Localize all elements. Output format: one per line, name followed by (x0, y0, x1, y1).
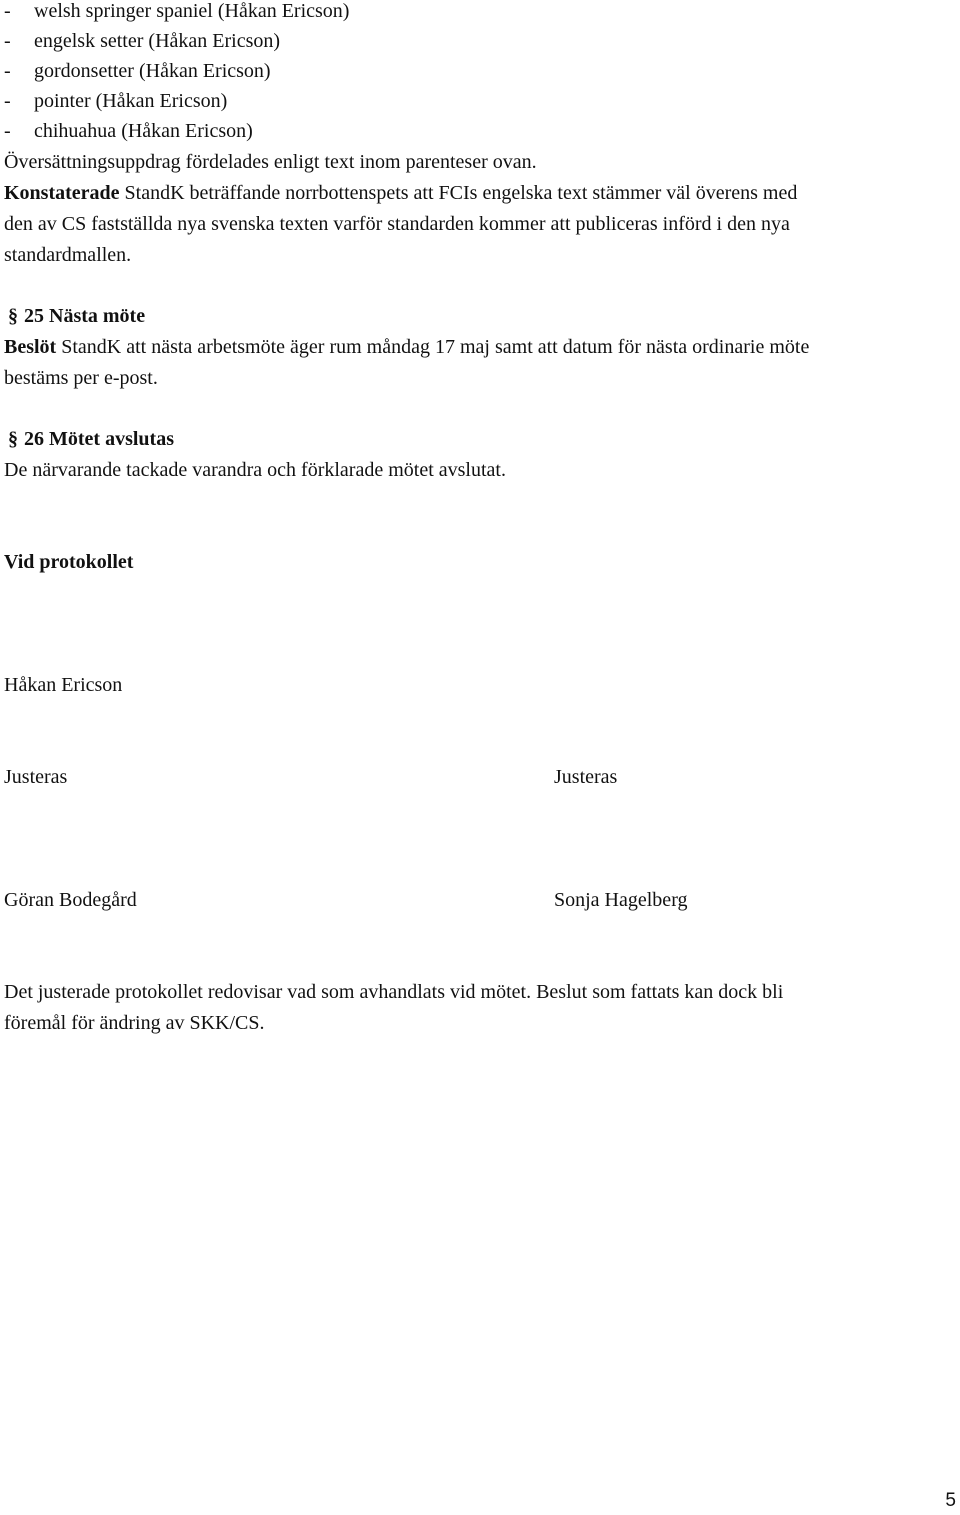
konstaterade-line-2: den av CS fastställda nya svenska texten varför standarden kommer att publiceras införd i den nya (4, 213, 790, 235)
list-item-text: engelsk setter (Håkan Ericson) (34, 30, 281, 52)
list-item (4, 58, 271, 84)
list-item-text: welsh springer spaniel (Håkan Ericson) (34, 0, 350, 22)
page-number: 5 (945, 1490, 956, 1511)
section-26-title: 26 Mötet avslutas (24, 428, 174, 450)
section-25-line-1 (4, 334, 809, 360)
secretary-name: Håkan Ericson (4, 674, 123, 696)
footer-note-line-1: Det justerade protokollet redovisar vad som avhandlats vid mötet. Beslut som fattats kan dock bli (4, 981, 784, 1003)
list-marker: - (4, 60, 11, 82)
konstaterade-line-3: standardmallen. (4, 244, 132, 266)
list-item (4, 88, 227, 114)
section-25-line-2: bestäms per e-post. (4, 367, 158, 389)
list-item (4, 118, 253, 144)
section-25-text: StandK att nästa arbetsmöte äger rum måndag 17 maj samt att datum för nästa ordinarie möte (61, 336, 810, 358)
adjusted-label-right: Justeras (554, 766, 618, 788)
konstaterade-label: Konstaterade (4, 182, 120, 204)
section-26-heading (0, 426, 174, 452)
section-25-title: 25 Nästa möte (24, 305, 146, 327)
list-marker: - (4, 90, 11, 112)
section-26-body: De närvarande tackade varandra och förklarade mötet avslutat. (4, 459, 506, 481)
list-item-text: gordonsetter (Håkan Ericson) (34, 60, 271, 82)
list-marker: - (4, 120, 11, 142)
section-symbol: § (8, 305, 18, 327)
list-marker: - (4, 30, 11, 52)
adjusted-label-left: Justeras (4, 766, 68, 788)
section-25-heading (0, 303, 145, 329)
section-symbol: § (8, 428, 18, 450)
list-item-text: pointer (Håkan Ericson) (34, 90, 228, 112)
list-marker: - (4, 0, 11, 22)
list-item (4, 28, 280, 54)
footer-note-line-2: föremål för ändring av SKK/CS. (4, 1012, 265, 1034)
signature-heading: Vid protokollet (4, 551, 134, 573)
list-item (4, 0, 349, 24)
signatory-name-right: Sonja Hagelberg (554, 889, 688, 911)
translation-note: Översättningsuppdrag fördelades enligt text inom parenteser ovan. (4, 151, 537, 173)
beslot-label: Beslöt (4, 336, 57, 358)
konstaterade-line-1 (4, 180, 797, 206)
list-item-text: chihuahua (Håkan Ericson) (34, 120, 253, 142)
signatory-name-left: Göran Bodegård (4, 889, 137, 911)
konstaterade-text: StandK beträffande norrbottenspets att FCIs engelska text stämmer väl överens med (124, 182, 798, 204)
